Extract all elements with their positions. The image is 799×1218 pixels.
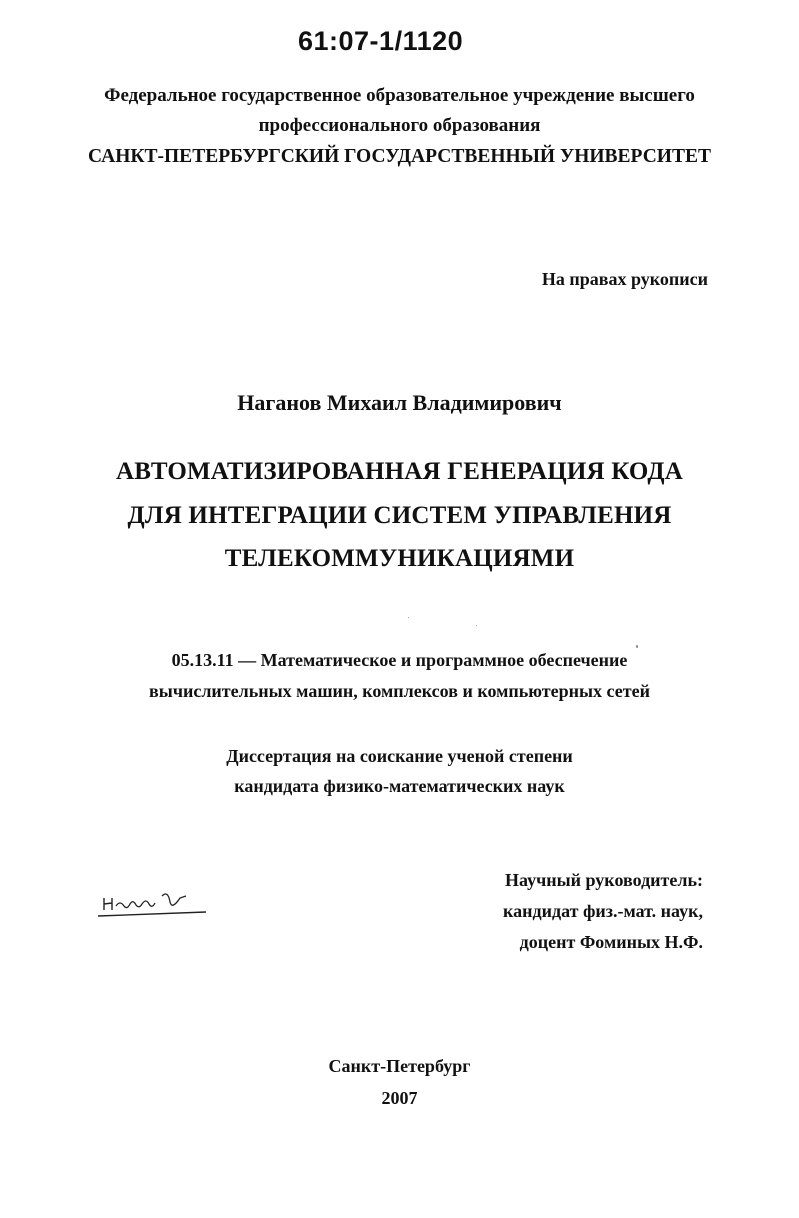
scan-speck <box>476 625 477 626</box>
degree-line-1: Диссертация на соискание ученой степени <box>226 746 573 766</box>
institution-line-2: профессионального образования <box>258 115 541 136</box>
scan-speck <box>636 645 638 648</box>
title-line-3: ТЕЛЕКОММУНИКАЦИЯМИ <box>224 545 575 572</box>
manuscript-note: На правах рукописи <box>541 269 708 289</box>
university-name: САНКТ-ПЕТЕРБУРГСКИЙ ГОСУДАРСТВЕННЫЙ УНИВЕРСИТЕТ <box>88 146 711 167</box>
supervisor-name: доцент Фоминых Н.Ф. <box>519 932 703 952</box>
specialty-line-1: 05.13.11 — Математическое и программное обеспечение <box>171 650 628 670</box>
scan-speck <box>408 617 409 618</box>
catalog-number: 61:07-1/1120 <box>298 26 464 56</box>
supervisor-degree: кандидат физ.-мат. наук, <box>503 901 703 921</box>
specialty-line-2: вычислительных машин, комплексов и компьютерных сетей <box>149 681 650 701</box>
supervisor-label: Научный руководитель: <box>505 870 703 890</box>
title-line-1: АВТОМАТИЗИРОВАННАЯ ГЕНЕРАЦИЯ КОДА <box>116 458 683 485</box>
author-name: Наганов Михаил Владимирович <box>237 390 562 415</box>
title-line-2: ДЛЯ ИНТЕГРАЦИИ СИСТЕМ УПРАВЛЕНИЯ <box>127 502 672 529</box>
degree-line-2: кандидата физико-математических наук <box>234 776 565 796</box>
institution-line-1: Федеральное государственное образовательное учреждение высшего <box>104 85 695 106</box>
city: Санкт-Петербург <box>328 1056 471 1076</box>
handwritten-signature <box>96 886 216 922</box>
year: 2007 <box>381 1088 418 1108</box>
